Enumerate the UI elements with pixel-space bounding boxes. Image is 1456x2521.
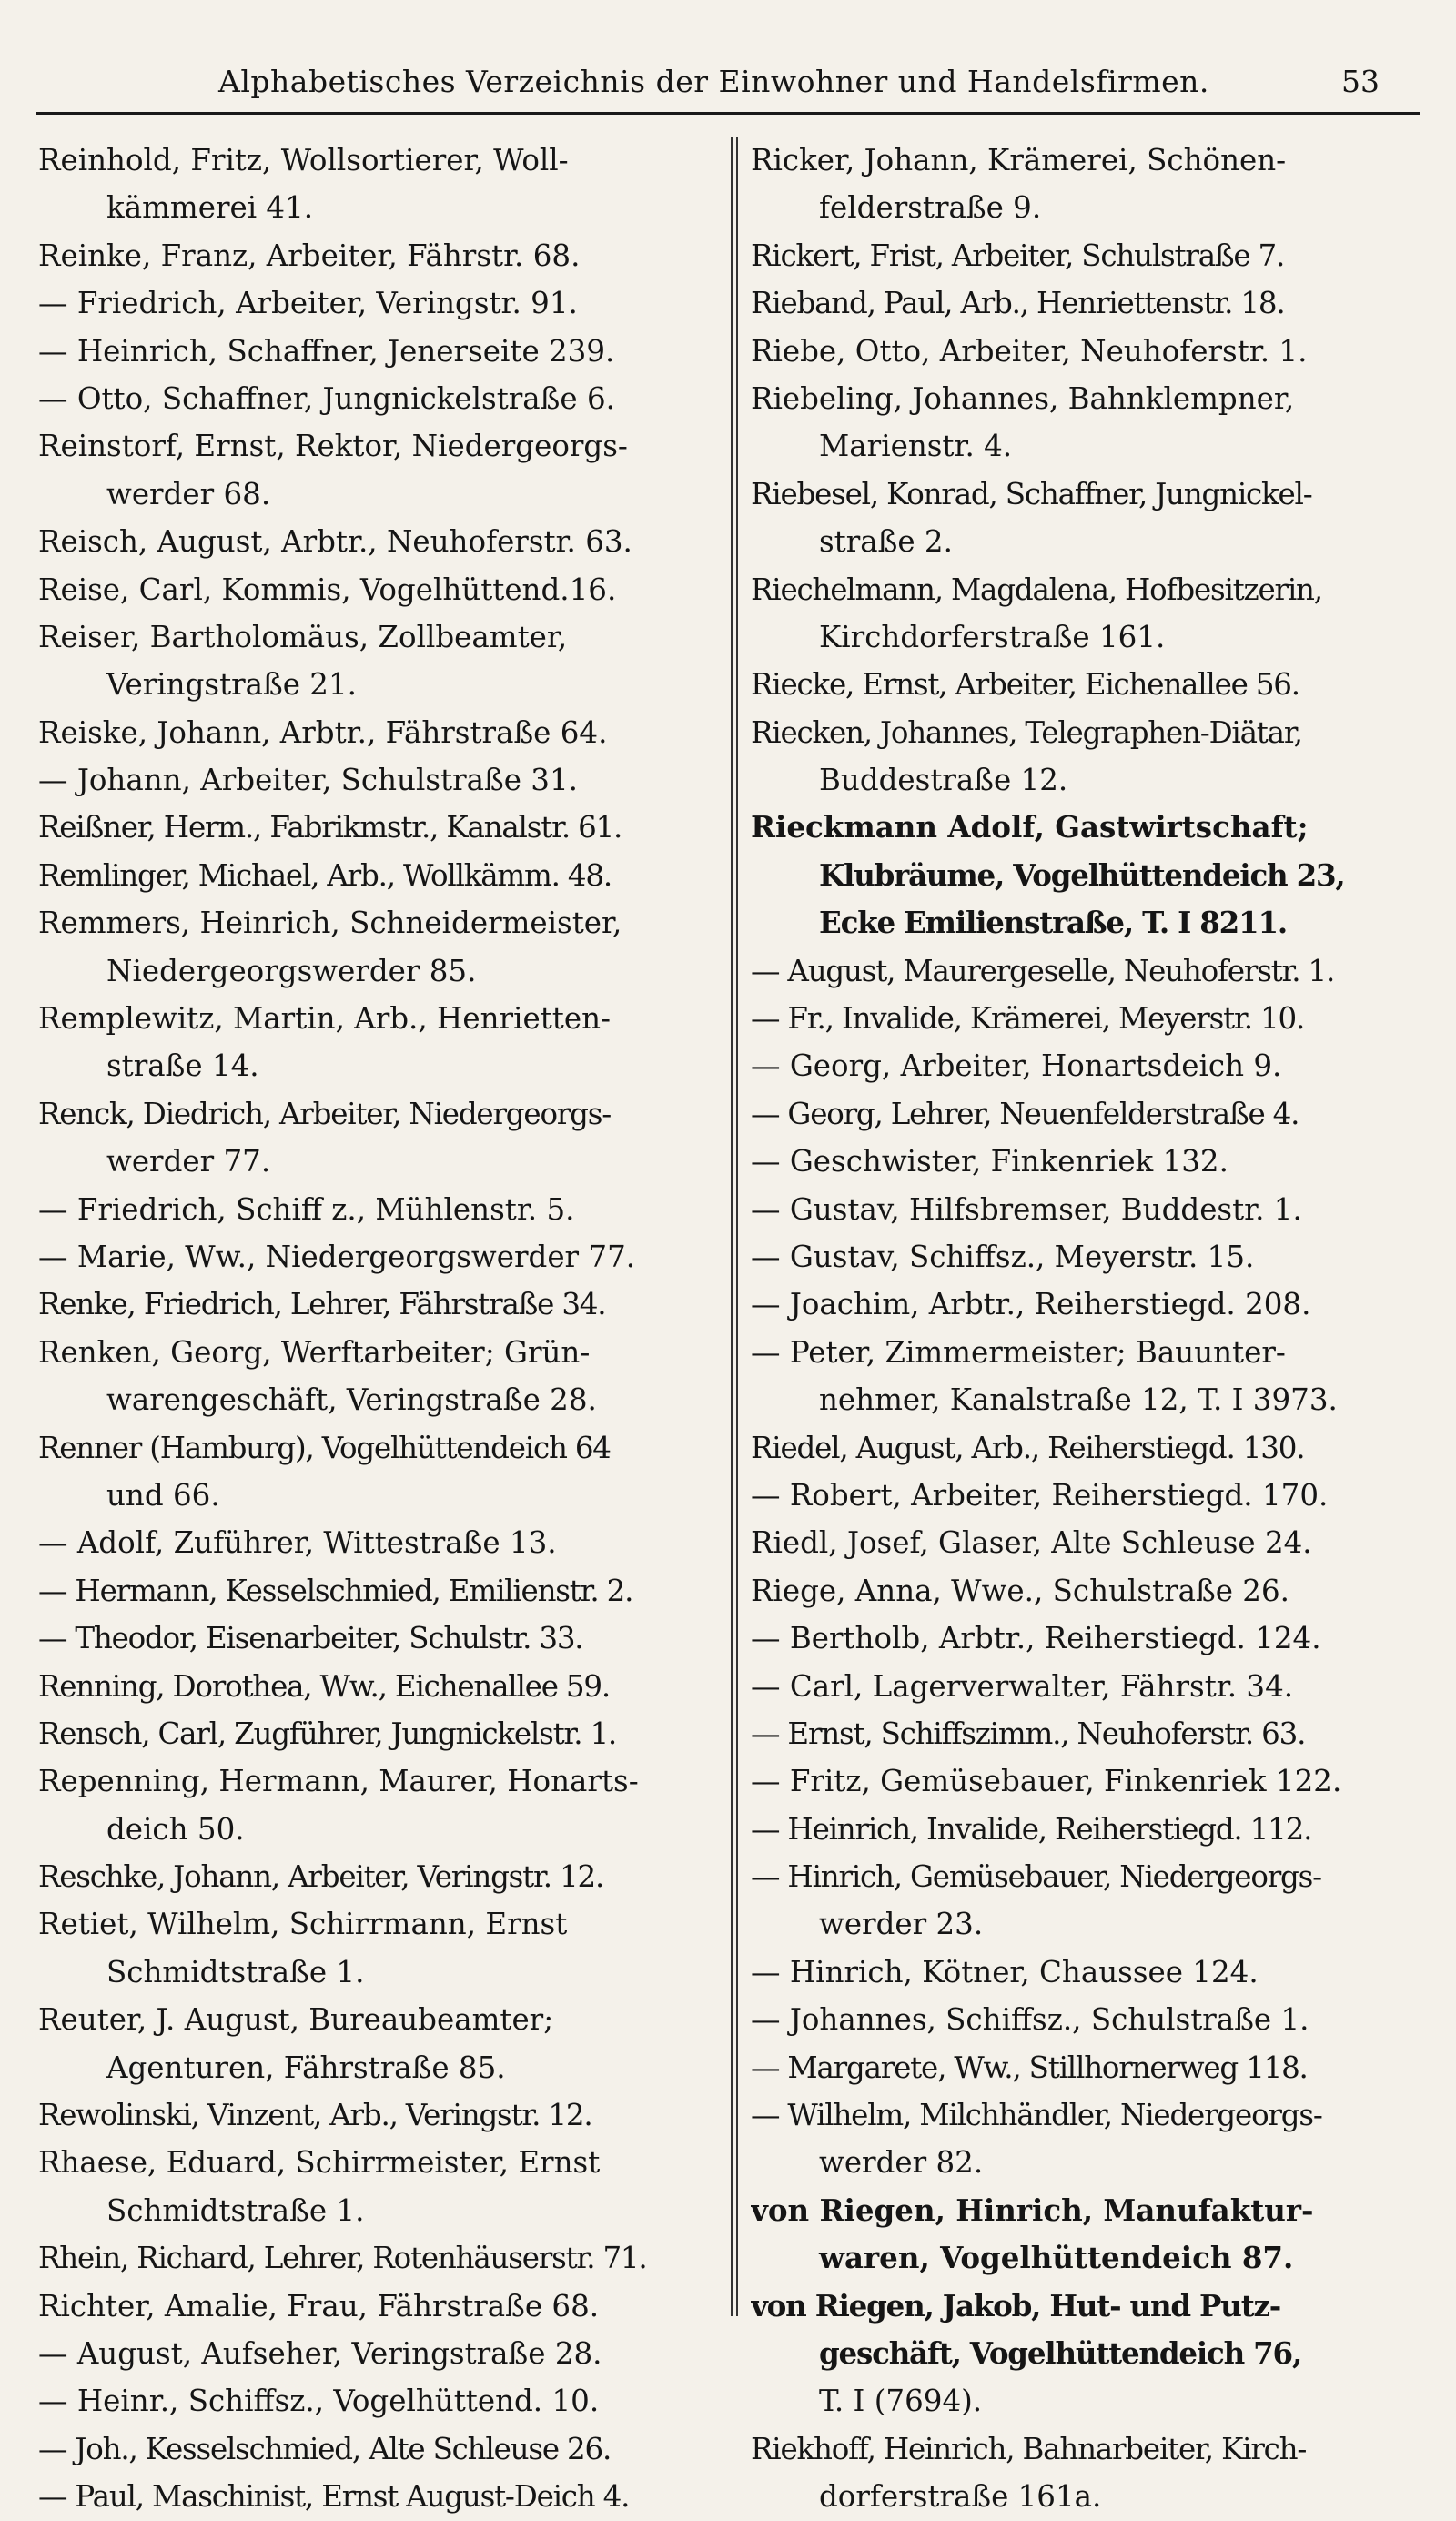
directory-entry-line: waren, Vogelhüttendeich 87. — [819, 2240, 1294, 2276]
directory-entry-line: geschäft, Vogelhüttendeich 76, — [819, 2334, 1302, 2371]
directory-entry-line: Rieband, Paul, Arb., Henriettenstr. 18. — [751, 286, 1285, 321]
directory-entry-line: warengeschäft, Veringstraße 28. — [106, 1382, 597, 1418]
directory-entry-line: Reinke, Franz, Arbeiter, Fährstr. 68. — [38, 238, 581, 273]
directory-entry-line: Reise, Carl, Kommis, Vogelhüttend.16. — [38, 572, 617, 607]
directory-entry-line: — Hinrich, Gemüsebauer, Niedergeorgs- — [751, 1859, 1321, 1895]
directory-entry-line: Agenturen, Fährstraße 85. — [106, 2050, 506, 2085]
directory-entry-line: straße 2. — [819, 524, 953, 560]
directory-entry-line: — Fr., Invalide, Krämerei, Meyerstr. 10. — [751, 1001, 1305, 1037]
directory-entry-line: von Riegen, Jakob, Hut- und Putz- — [751, 2287, 1281, 2324]
directory-entry-line: werder 68. — [106, 476, 271, 511]
directory-entry-line: nehmer, Kanalstraße 12, T. I 3973. — [819, 1382, 1338, 1418]
directory-entry-line: Reiser, Bartholomäus, Zollbeamter, — [38, 619, 568, 654]
directory-entry-line: Remplewitz, Martin, Arb., Henrietten- — [38, 1001, 611, 1037]
directory-entry-line: — Joh., Kesselschmied, Alte Schleuse 26. — [38, 2431, 612, 2466]
page-header — [0, 64, 1456, 118]
directory-entry-line: — Adolf, Zuführer, Wittestraße 13. — [38, 1525, 557, 1561]
header-rule — [36, 112, 1420, 115]
left-column — [38, 137, 712, 2521]
directory-entry-line: — Joachim, Arbtr., Reiherstiegd. 208. — [751, 1287, 1311, 1322]
directory-entry-line: Buddestraße 12. — [819, 763, 1068, 798]
directory-entry-line: Riecken, Johannes, Telegraphen-Diätar, — [751, 714, 1302, 750]
directory-entry-line: Riechelmann, Magdalena, Hofbesitzerin, — [751, 572, 1322, 607]
directory-entry-line: dorferstraße 161a. — [819, 2479, 1102, 2515]
directory-entry-line: — Carl, Lagerverwalter, Fährstr. 34. — [751, 1668, 1294, 1704]
directory-entry-line: — Heinrich, Schaffner, Jenerseite 239. — [38, 333, 615, 369]
directory-entry-line: von Riegen, Hinrich, Manufaktur- — [751, 2192, 1314, 2228]
directory-entry-line: — Gustav, Hilfsbremser, Buddestr. 1. — [751, 1191, 1302, 1227]
directory-entry-line: Riebeling, Johannes, Bahnklempner, — [751, 380, 1295, 416]
directory-entry-line: Rensch, Carl, Zugführer, Jungnickelstr. 1. — [38, 1716, 617, 1751]
directory-entry-line: Retiet, Wilhelm, Schirrmann, Ernst — [38, 1907, 568, 1942]
directory-entry-line: Riebe, Otto, Arbeiter, Neuhoferstr. 1. — [751, 333, 1308, 369]
directory-entry-line: Ricker, Johann, Krämerei, Schönen- — [751, 143, 1287, 177]
directory-entry-line: — Friedrich, Arbeiter, Veringstr. 91. — [38, 286, 578, 321]
directory-entry-line: — Hinrich, Kötner, Chaussee 124. — [751, 1954, 1259, 1989]
directory-entry-line: Niedergeorgswerder 85. — [106, 953, 477, 988]
directory-entry-line: Marienstr. 4. — [819, 429, 1013, 464]
directory-entry-line: — Margarete, Ww., Stillhornerweg 118. — [751, 2050, 1308, 2085]
directory-entry-line: Veringstraße 21. — [106, 667, 357, 703]
directory-entry-line: Renner (Hamburg), Vogelhüttendeich 64 — [38, 1430, 611, 1465]
directory-entry-line: Reuter, J. August, Bureaubeamter; — [38, 2002, 554, 2038]
directory-entry-line: Reinstorf, Ernst, Rektor, Niedergeorgs- — [38, 429, 628, 464]
directory-entry-line: — Johann, Arbeiter, Schulstraße 31. — [38, 763, 578, 798]
directory-entry-line: Riecke, Ernst, Arbeiter, Eichenallee 56. — [751, 667, 1299, 703]
directory-entry-line: Rhaese, Eduard, Schirrmeister, Ernst — [38, 2145, 601, 2181]
directory-entry-line: deich 50. — [106, 1811, 245, 1847]
directory-entry-line: — Gustav, Schiffsz., Meyerstr. 15. — [751, 1239, 1255, 1274]
directory-entry-line: Riekhoff, Heinrich, Bahnarbeiter, Kirch- — [751, 2431, 1307, 2466]
directory-entry-line: — Georg, Arbeiter, Honartsdeich 9. — [751, 1048, 1282, 1084]
directory-entry-line: Renck, Diedrich, Arbeiter, Niedergeorgs- — [38, 1096, 612, 1131]
directory-entry-line: Renning, Dorothea, Ww., Eichenallee 59. — [38, 1668, 610, 1704]
directory-entry-line: — Georg, Lehrer, Neuenfelderstraße 4. — [751, 1096, 1299, 1131]
page-number: 53 — [1341, 64, 1380, 99]
directory-entry-line: — Robert, Arbeiter, Reiherstiegd. 170. — [751, 1477, 1329, 1513]
directory-entry-line: felderstraße 9. — [819, 190, 1042, 226]
directory-entry-line: Reschke, Johann, Arbeiter, Veringstr. 12. — [38, 1859, 604, 1895]
directory-entry-line: Schmidtstraße 1. — [106, 2192, 365, 2228]
directory-entry-line: — Heinr., Schiffsz., Vogelhüttend. 10. — [38, 2384, 600, 2419]
directory-entry-line: — Otto, Schaffner, Jungnickelstraße 6. — [38, 380, 615, 416]
directory-entry-line: Riedl, Josef, Glaser, Alte Schleuse 24. — [751, 1525, 1312, 1561]
directory-entry-line: Reiske, Johann, Arbtr., Fährstraße 64. — [38, 714, 608, 750]
directory-entry-line: Renken, Georg, Werftarbeiter; Grün- — [38, 1334, 591, 1370]
directory-entry-line: werder 82. — [819, 2145, 984, 2181]
directory-entry-line: — Geschwister, Finkenriek 132. — [751, 1144, 1228, 1180]
directory-entry-line: — Hermann, Kesselschmied, Emilienstr. 2. — [38, 1573, 633, 1608]
directory-entry-line: — Ernst, Schiffszimm., Neuhoferstr. 63. — [751, 1716, 1306, 1751]
directory-entry-line: — Heinrich, Invalide, Reiherstiegd. 112. — [751, 1811, 1312, 1847]
directory-entry-line: Renke, Friedrich, Lehrer, Fährstraße 34. — [38, 1287, 606, 1322]
directory-entry-line: — Marie, Ww., Niedergeorgswerder 77. — [38, 1239, 636, 1274]
directory-entry-line: Remmers, Heinrich, Schneidermeister, — [38, 906, 622, 941]
right-column — [751, 137, 1420, 2521]
directory-entry-line: Richter, Amalie, Frau, Fährstraße 68. — [38, 2288, 600, 2324]
directory-entry-line: — August, Aufseher, Veringstraße 28. — [38, 2335, 602, 2371]
directory-entry-line: — Theodor, Eisenarbeiter, Schulstr. 33. — [38, 1621, 583, 1656]
directory-entry-line: Ecke Emilienstraße, T. I 8211. — [819, 905, 1287, 941]
directory-entry-line: Reisch, August, Arbtr., Neuhoferstr. 63. — [38, 524, 632, 560]
directory-entry-line: Repenning, Hermann, Maurer, Honarts- — [38, 1764, 639, 1799]
directory-entry-line: Reißner, Herm., Fabrikmstr., Kanalstr. 61. — [38, 810, 622, 845]
directory-entry-line: — Paul, Maschinist, Ernst August-Deich 4. — [38, 2479, 630, 2515]
directory-entry-line: werder 23. — [819, 1907, 984, 1942]
directory-entry-line: — Wilhelm, Milchhändler, Niedergeorgs- — [751, 2098, 1322, 2133]
directory-entry-line: straße 14. — [106, 1048, 259, 1084]
directory-entry-line: Rickert, Frist, Arbeiter, Schulstraße 7. — [751, 238, 1285, 273]
directory-entry-line: und 66. — [106, 1477, 220, 1513]
directory-entry-line: Riege, Anna, Wwe., Schulstraße 26. — [751, 1573, 1289, 1608]
directory-entry-line: Kirchdorferstraße 161. — [819, 619, 1166, 654]
directory-entry-line: Rhein, Richard, Lehrer, Rotenhäuserstr. 71. — [38, 2241, 647, 2276]
directory-entry-line: T. I (7694). — [819, 2384, 983, 2419]
column-divider — [731, 137, 738, 2316]
directory-entry-line: werder 77. — [106, 1144, 271, 1180]
directory-entry-line: — August, Maurergeselle, Neuhoferstr. 1. — [751, 953, 1335, 988]
directory-entry-line: Riebesel, Konrad, Schaffner, Jungnickel- — [751, 476, 1312, 511]
directory-entry-line: — Johannes, Schiffsz., Schulstraße 1. — [751, 2002, 1309, 2038]
directory-entry-line: — Peter, Zimmermeister; Bauunter- — [751, 1334, 1286, 1370]
directory-entry-line: Remlinger, Michael, Arb., Wollkämm. 48. — [38, 857, 612, 893]
directory-entry-line: — Friedrich, Schiff z., Mühlenstr. 5. — [38, 1191, 575, 1227]
directory-entry-line: Riedel, August, Arb., Reiherstiegd. 130. — [751, 1430, 1305, 1465]
directory-entry-line: — Bertholb, Arbtr., Reiherstiegd. 124. — [751, 1621, 1321, 1656]
directory-entry-line: kämmerei 41. — [106, 190, 314, 226]
directory-entry-line: Schmidtstraße 1. — [106, 1954, 365, 1989]
directory-entry-line: Rewolinski, Vinzent, Arb., Veringstr. 12. — [38, 2098, 592, 2133]
page-title: Alphabetisches Verzeichnis der Einwohner und Handelsfirmen. — [218, 64, 1209, 99]
directory-entry-line: Reinhold, Fritz, Wollsortierer, Woll- — [38, 143, 569, 177]
directory-entry-line: Rieckmann Adolf, Gastwirtschaft; — [751, 809, 1309, 845]
directory-entry-line: Klubräume, Vogelhüttendeich 23, — [819, 856, 1345, 893]
directory-entry-line: — Fritz, Gemüsebauer, Finkenriek 122. — [751, 1764, 1342, 1799]
